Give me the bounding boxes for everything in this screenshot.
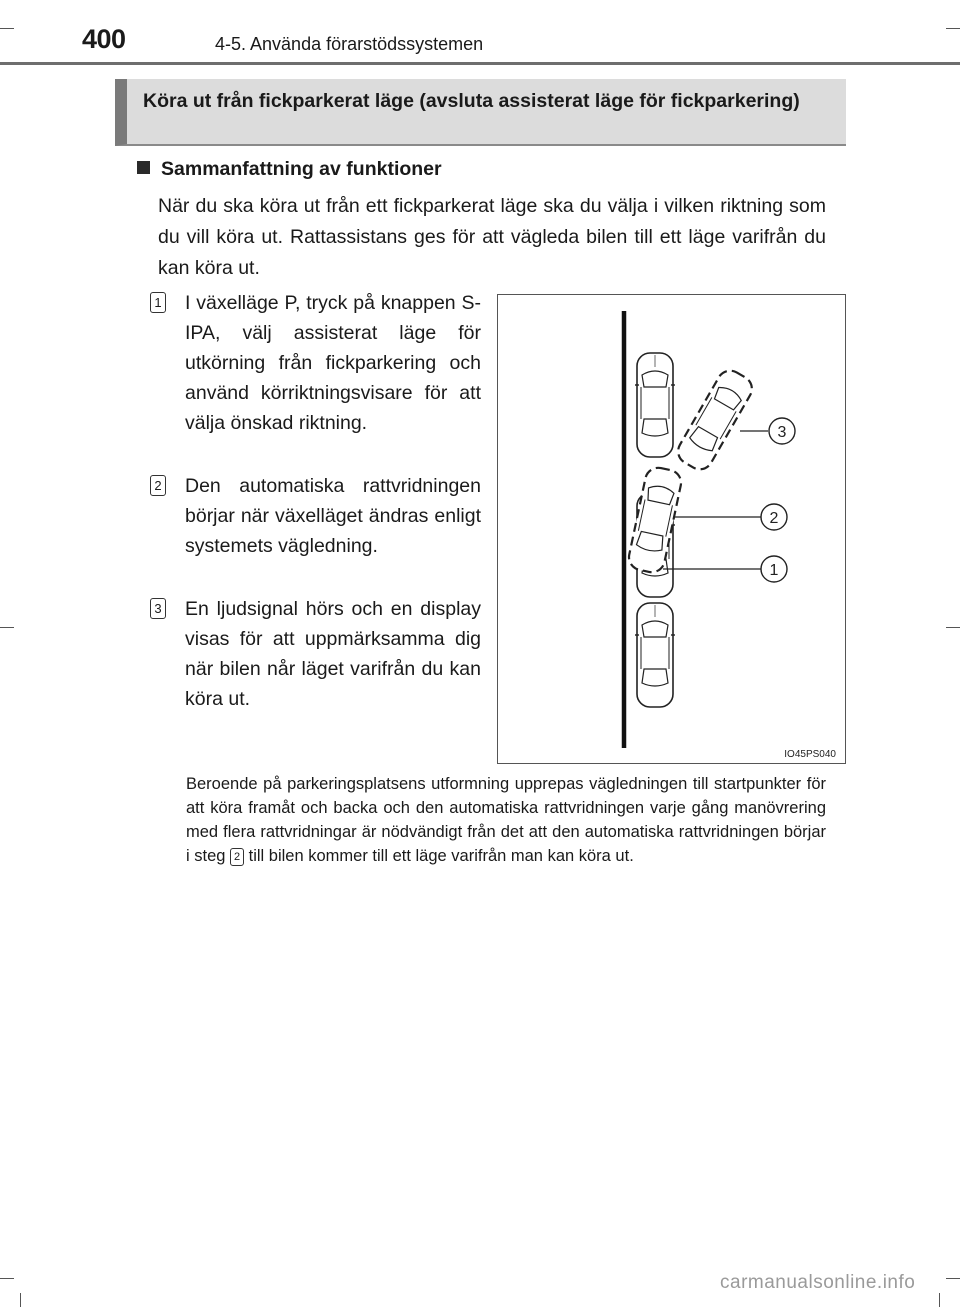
step-text: I växelläge P, tryck på knappen S-IPA, välj assisterat läge för utkörning från fickparkering och använd körriktningsvisare för att välja önskad riktning. (185, 292, 481, 434)
callout-1 (761, 556, 787, 582)
callout-2 (761, 504, 787, 530)
watermark: carmanualsonline.info (720, 1272, 916, 1293)
callout-1-label: 1 (769, 562, 779, 579)
step-number: 3 (150, 598, 166, 619)
crop-mark (0, 1278, 14, 1279)
step-text: En ljudsignal hörs och en display visas för att uppmärksamma dig när bilen når läget varifrån du kan köra ut. (185, 598, 481, 710)
subheading-text: Sammanfattning av funktioner (161, 158, 442, 180)
callout-2-label: 2 (769, 510, 779, 527)
step-number: 2 (150, 475, 166, 496)
parking-illustration (497, 294, 846, 764)
note-text-before: Beroende på parkeringsplatsens utformning upprepas vägledningen till startpunkter för att köra framåt och backa och den automatiska rattvridningen varje gång manövrering med flera rattvridningar är nödvändigt från det att den automatiska rattvridningen börjar i steg (186, 775, 826, 865)
car-position-2-icon (627, 465, 684, 574)
step-text: Den automatiska rattvridningen börjar när växelläget ändras enligt systemets vägledning. (185, 475, 481, 557)
note-paragraph (186, 772, 826, 868)
step-item (150, 288, 480, 468)
crop-mark (0, 627, 14, 628)
callout-3 (769, 418, 795, 444)
crop-mark (946, 627, 960, 628)
intro-paragraph: När du ska köra ut från ett fickparkerat läge ska du välja i vilken riktning som du vill köra ut. Rattassistans ges för att vägleda bilen till ett läge varifrån du kan köra ut. (158, 195, 826, 279)
step-item (150, 594, 480, 714)
crop-mark (0, 28, 14, 29)
subheading (137, 158, 442, 181)
crop-mark (20, 1293, 21, 1307)
step-item (150, 471, 480, 591)
parking-diagram (498, 295, 845, 763)
title-box (115, 79, 846, 146)
parked-car-icon (635, 603, 675, 707)
crop-mark (939, 1293, 940, 1307)
section-title: 4-5. Använda förarstödssystemen (215, 34, 484, 54)
parked-car-icon (635, 353, 675, 457)
page-number: 400 (82, 24, 126, 54)
callout-3-label: 3 (777, 424, 787, 441)
figure-code: IO45PS040 (784, 749, 836, 760)
car-position-3-icon (673, 366, 756, 474)
page-title: Köra ut från fickparkerat läge (avsluta assisterat läge för fickparkering) (143, 90, 800, 112)
step-number: 1 (150, 292, 166, 313)
header-rule (0, 62, 960, 65)
step-reference: 2 (230, 848, 244, 866)
square-bullet-icon (137, 161, 150, 174)
crop-mark (946, 1278, 960, 1279)
crop-mark (946, 28, 960, 29)
note-text-after: till bilen kommer till ett läge varifrån man kan köra ut. (248, 847, 634, 865)
